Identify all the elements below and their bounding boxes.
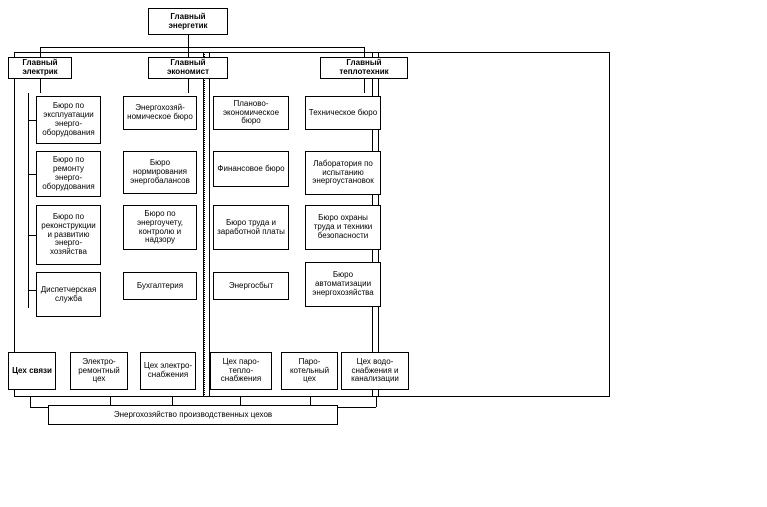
stub-col1-2 — [28, 174, 36, 175]
node-shop-5[interactable]: Паро-котельный цех — [281, 352, 338, 390]
node-shop-2[interactable]: Электро-ремонтный цех — [70, 352, 128, 390]
stub-col1-3 — [28, 235, 36, 236]
connector-left-frame-down — [30, 397, 31, 407]
node-col1-2[interactable]: Бюро по ремонту энерго-оборудования — [36, 151, 101, 197]
node-col3-1[interactable]: Планово-экономическое бюро — [213, 96, 289, 130]
node-shop-6[interactable]: Цех водо-снабжения и канализации — [341, 352, 409, 390]
node-col3-4[interactable]: Энергосбыт — [213, 272, 289, 300]
connector-bus-to-heat — [364, 47, 365, 57]
node-col4-1[interactable]: Техническое бюро — [305, 96, 381, 130]
node-col4-3[interactable]: Бюро охраны труда и техники безопасности — [305, 205, 381, 250]
node-col4-4[interactable]: Бюро автоматизации энергохозяйства — [305, 262, 381, 307]
node-col3-3[interactable]: Бюро труда и заработной платы — [213, 205, 289, 250]
node-dept-heat[interactable]: Главный теплотехник — [320, 57, 408, 79]
node-col1-4[interactable]: Диспетчерская служба — [36, 272, 101, 317]
node-col2-3[interactable]: Бюро по энергоучету, контролю и надзору — [123, 205, 197, 250]
node-col2-2[interactable]: Бюро нормирования энергобалансов — [123, 151, 197, 194]
node-col1-3[interactable]: Бюро по реконструкции и развитию энерго-хозяйства — [36, 205, 101, 265]
connector-bus-to-economist — [188, 47, 189, 57]
connector-heat-down — [364, 79, 365, 93]
node-col2-4[interactable]: Бухгалтерия — [123, 272, 197, 300]
node-col4-2[interactable]: Лаборатория по испытанию энергоустановок — [305, 151, 381, 195]
node-shop-1[interactable]: Цех связи — [8, 352, 56, 390]
node-root[interactable]: Главный энергетик — [148, 8, 228, 35]
connector-economist-down — [188, 79, 189, 93]
divider-dotted-middle — [204, 52, 205, 397]
connector-root-down — [188, 35, 189, 47]
node-footer[interactable]: Энергохозяйство производственных цехов — [48, 405, 338, 425]
node-col1-1[interactable]: Бюро по эксплуатации энерго-оборудования — [36, 96, 101, 144]
node-dept-economist[interactable]: Главный экономист — [148, 57, 228, 79]
group-frame-right — [372, 52, 610, 397]
node-shop-4[interactable]: Цех паро-тепло-снабжения — [210, 352, 272, 390]
node-col3-2[interactable]: Финансовое бюро — [213, 151, 289, 187]
node-shop-3[interactable]: Цех электро-снабжения — [140, 352, 196, 390]
connector-bus-to-electric — [40, 47, 41, 57]
connector-electric-down — [40, 79, 41, 93]
node-dept-electric[interactable]: Главный электрик — [8, 57, 72, 79]
connector-right3-frame-down — [376, 397, 377, 407]
stub-col1-4 — [28, 290, 36, 291]
stub-col1-1 — [28, 120, 36, 121]
node-col2-1[interactable]: Энергохозяй-номическое бюро — [123, 96, 197, 130]
connector-top-bus — [40, 47, 364, 48]
spine-col1 — [28, 93, 29, 308]
